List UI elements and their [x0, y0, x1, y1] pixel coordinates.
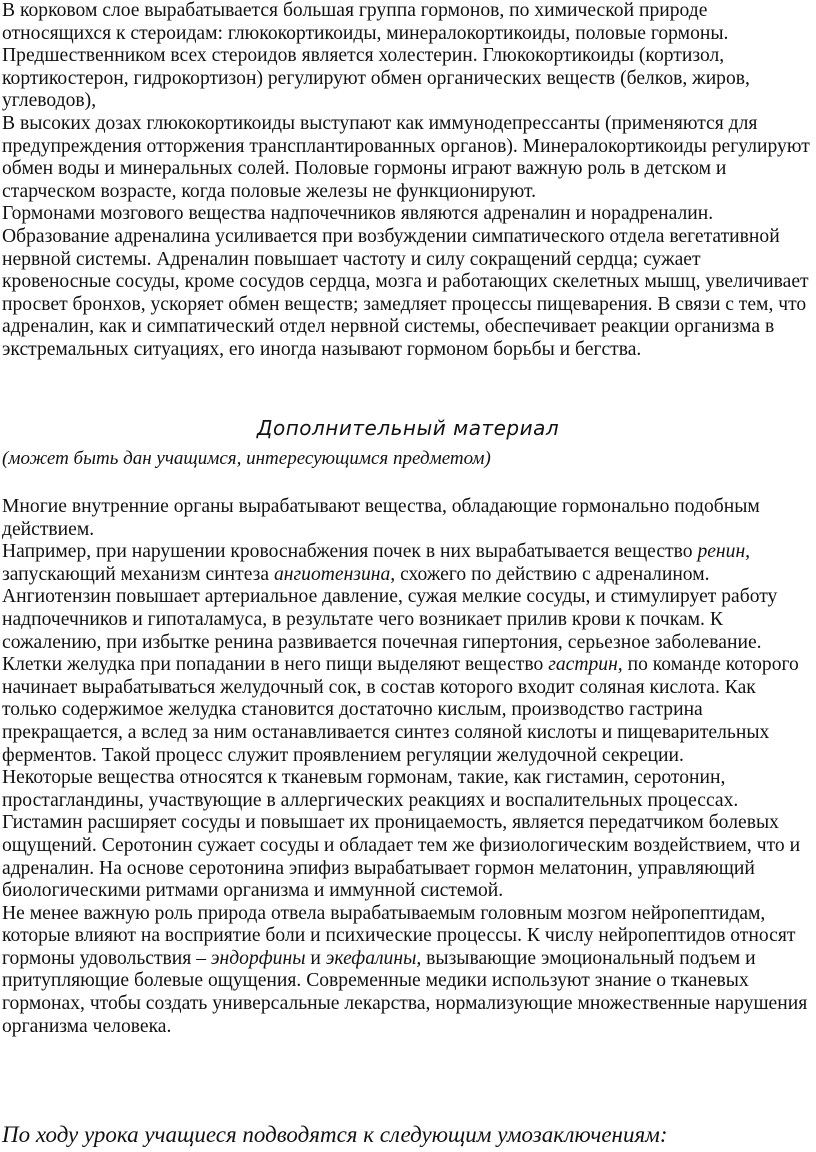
- paragraph-organ-hormones: Многие внутренние органы вырабатывают вещества, обладающие гормонально подобным действием.: [2, 496, 760, 540]
- text-run: Например, при нарушении кровоснабжения почек в них вырабатывается вещество: [2, 541, 698, 563]
- text-run: Не менее важную роль природа отвела вырабатываемым головным мозгом нейропептидам, которые влияют на восприятие боли и психические процессы. К числу нейропептидов относят гормоны удовольствия –: [2, 902, 796, 969]
- paragraph-neuropeptides: [2, 903, 814, 1039]
- term-angiotensin: ангиотензина,: [273, 563, 396, 585]
- section-adrenal-hormones: [2, 0, 814, 362]
- section-additional-material: [2, 496, 814, 1038]
- text-run: вызывающие эмоциональный подъем и притупляющие болевые ощущения. Современные медики используют знание о тканевых гормонах, чтобы создать универсальные лекарства, нормализующие множественные нарушения организма человека.: [2, 947, 808, 1037]
- section-heading: Дополнительный материал: [256, 416, 560, 440]
- section-subheading: (может быть дан учащимся, интересующимся предметом): [2, 448, 491, 469]
- paragraph-renin: [2, 541, 814, 654]
- text-run: Клетки желудка при попадании в него пищи выделяют вещество: [2, 654, 549, 676]
- paragraph-glucocorticoids: В высоких дозах глюкокортикоиды выступают как иммунодепрессанты (применяются для предупреждения отторжения трансплантированных органов). Минералокортикоиды регулируют обмен воды и минеральных солей. Половые гормоны играют важную роль в детском и старческом возрасте, когда половые железы не функционируют.: [2, 112, 810, 202]
- text-run: и: [305, 947, 326, 969]
- conclusion-lead-in: По ходу урока учащиеся подводятся к следующим умозаключениям:: [2, 1122, 668, 1147]
- term-enkephalins: экефалины,: [325, 947, 422, 969]
- paragraph-tissue-hormones: Некоторые вещества относятся к тканевым гормонам, такие, как гистамин, серотонин, простагландины, участвующие в аллергических реакциях и воспалительных процессах. Гистамин расширяет сосуды и повышает их проницаемость, является передатчиком болевых ощущений. Серотонин сужает сосуды и обладает тем же физиологическим воздействием, что и адреналин. На основе серотонина эпифиз вырабатывает гормон мелатонин, управляющий биологическими ритмами организма и иммунной системой.: [2, 767, 801, 902]
- term-gastrin: гастрин,: [548, 654, 623, 676]
- paragraph-medulla-hormones: Гормонами мозгового вещества надпочечников являются адреналин и норадреналин. Образование адреналина усиливается при возбуждении симпатического отдела вегетативной нервной системы. Адреналин повышает частоту и силу сокращений сердца; сужает кровеносные сосуды, кроме сосудов сердца, мозга и работающих скелетных мышц, увеличивает просвет бронхов, ускоряет обмен веществ; замедляет процессы пищеварения. В связи с тем, что адреналин, как и симпатический отдел нервной системы, обеспечивает реакции организма в экстремальных ситуациях, его иногда называют гормоном борьбы и бегства.: [2, 203, 809, 360]
- text-run: запускающий механизм синтеза: [2, 563, 274, 585]
- term-endorphins: эндорфины: [210, 947, 306, 969]
- term-renin: ренин,: [697, 541, 751, 563]
- text-run: схожего по действию с адреналином. Ангиотензин повышает артериальное давление, сужая мелкие сосуды, и стимулирует работу надпочечников и гипоталамуса, в результате чего возникает прилив крови к почкам. К сожалению, при избытке ренина развивается почечная гипертония, серьезное заболевание.: [2, 563, 778, 653]
- text-run: по команде которого начинает вырабатываться желудочный сок, в состав которого входит соляная кислота. Как только содержимое желудка становится достаточно кислым, производство гастрина прекращается, а вслед за ним останавливается синтез соляной кислоты и пищеварительных ферментов. Такой процесс служит проявлением регуляции желудочной секреции.: [2, 654, 799, 766]
- paragraph-cortex-steroids: В корковом слое вырабатывается большая группа гормонов, по химической природе относящихся к стероидам: глюкокортикоиды, минералокортикоиды, половые гормоны. Предшественником всех стероидов является холестерин. Глюкокортикоиды (кортизол, кортикостерон, гидрокортизон) регулируют обмен органических веществ (белков, жиров, углеводов),: [2, 0, 750, 112]
- paragraph-gastrin: [2, 654, 814, 767]
